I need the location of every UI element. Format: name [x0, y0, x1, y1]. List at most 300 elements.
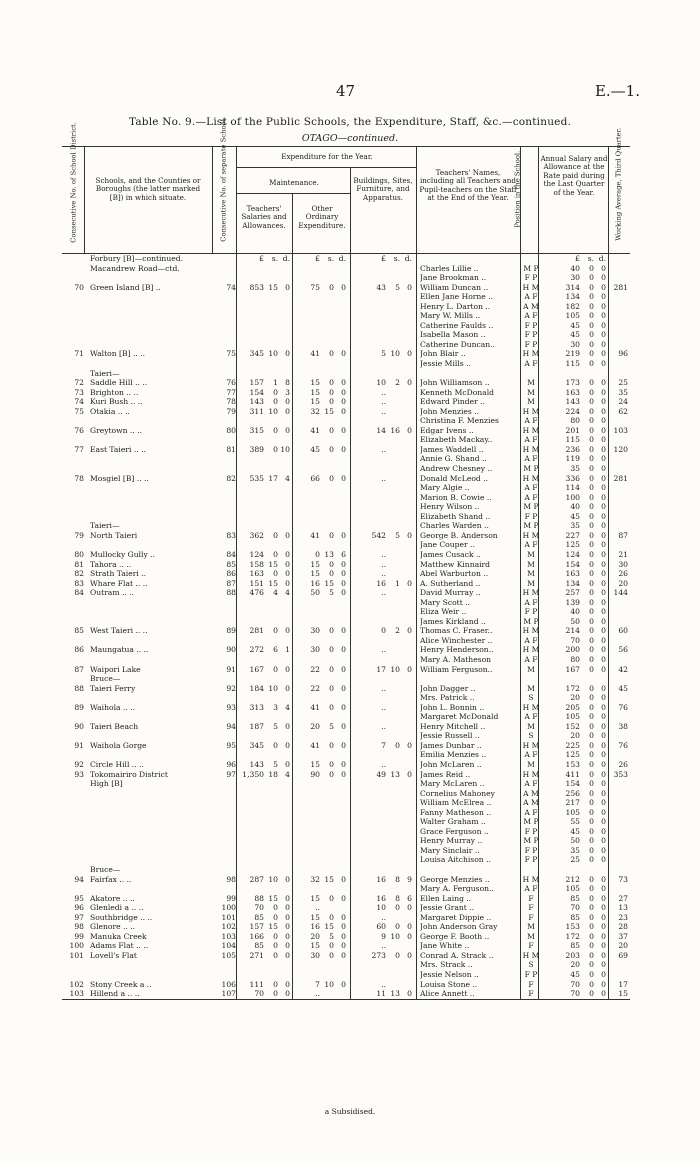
- school-number: 89: [226, 626, 236, 636]
- teacher-position: H M: [522, 444, 540, 454]
- teacher-position: H M: [522, 740, 540, 750]
- salaries-amount: 272 6 1: [249, 645, 290, 655]
- teacher-position: A F: [524, 654, 538, 664]
- col-district-no: Consecutive No. of School District.: [69, 122, 78, 243]
- school-number: 107: [221, 989, 236, 999]
- col-school-no: Consecutive No. of separate School.: [219, 116, 228, 242]
- teacher-position: A F: [524, 807, 538, 817]
- annual-salary: 105 0 0: [565, 712, 606, 722]
- school-name: Bruce—: [90, 865, 121, 874]
- annual-salary: 212 0 0: [565, 874, 606, 884]
- table-row: [62, 741, 630, 751]
- working-average: 15: [618, 989, 628, 999]
- school-number: 80: [226, 425, 236, 435]
- annual-salary: 40 0 0: [570, 263, 606, 273]
- school-number: 78: [226, 397, 236, 407]
- school-name: Waipori Lake: [90, 664, 141, 674]
- teacher-name: Mary Algie ..: [420, 483, 470, 493]
- annual-salary: 70 0 0: [570, 979, 606, 989]
- table-row: [62, 483, 630, 493]
- school-name: Lovell's Flat: [90, 950, 137, 960]
- annual-salary: 80 0 0: [570, 654, 606, 664]
- table-row: [62, 397, 630, 407]
- annual-salary: 105 0 0: [565, 884, 606, 894]
- salaries-amount: 345 10 0: [249, 349, 290, 359]
- teacher-name: Cornelius Mahoney: [420, 788, 495, 798]
- teacher-position: A F: [524, 884, 538, 894]
- other-expenditure-amount: 30 0 0: [310, 626, 346, 636]
- annual-salary: 200 0 0: [565, 645, 606, 655]
- school-name: Mullocky Gully ..: [90, 549, 155, 559]
- salaries-amount: 184 10 0: [249, 683, 290, 693]
- buildings-amount: ..: [381, 721, 386, 731]
- annual-salary: 45 0 0: [570, 330, 606, 340]
- teacher-name: Andrew Chesney ..: [420, 464, 493, 474]
- working-average: 45: [618, 683, 628, 693]
- teacher-name: John L. Bonnin ..: [420, 702, 485, 712]
- teacher-position: M P: [523, 836, 539, 846]
- teacher-name: John Williamson ..: [420, 378, 490, 388]
- table-row: [62, 569, 630, 579]
- school-number: 88: [226, 588, 236, 598]
- table-row: [62, 560, 630, 570]
- teacher-name: Mary Scott ..: [420, 597, 471, 607]
- district-number: 84: [74, 588, 84, 598]
- school-name: Otakia .. ..: [90, 406, 130, 416]
- working-average: 76: [618, 702, 628, 712]
- teacher-position: H M: [522, 406, 540, 416]
- table-row: [62, 760, 630, 770]
- teacher-position: A F: [524, 750, 538, 760]
- teacher-position: H M: [522, 950, 540, 960]
- table-row: [62, 894, 630, 904]
- working-average: 281: [613, 473, 628, 483]
- teacher-name: William Ferguson..: [420, 664, 493, 674]
- salaries-amount: 151 15 0: [249, 578, 290, 588]
- annual-salary: 153 0 0: [565, 759, 606, 769]
- other-expenditure-amount: 22 0 0: [310, 683, 346, 693]
- teacher-position: H M: [522, 282, 540, 292]
- teacher-name: Henry Mitchell ..: [420, 721, 486, 731]
- annual-salary: 25 0 0: [570, 855, 606, 865]
- district-number: 73: [74, 387, 84, 397]
- annual-salary: £ s. d.: [575, 254, 606, 263]
- annual-salary: 154 0 0: [565, 559, 606, 569]
- table-row: [62, 474, 630, 484]
- table-row: [62, 598, 630, 608]
- salaries-amount: 163 0 0: [249, 569, 290, 579]
- annual-salary: 219 0 0: [565, 349, 606, 359]
- school-name: Southbridge .. ..: [90, 912, 153, 922]
- teacher-name: Grace Ferguson ..: [420, 826, 489, 836]
- teacher-name: John McLaren ..: [420, 759, 482, 769]
- school-number: 98: [226, 874, 236, 884]
- buildings-amount: ..: [381, 588, 386, 598]
- teacher-name: Mary A. Matheson: [420, 654, 492, 664]
- school-name: Glenore .. ..: [90, 922, 136, 932]
- table-row: [62, 665, 630, 675]
- annual-salary: 70 0 0: [570, 635, 606, 645]
- teacher-name: Donald McLeod ..: [420, 473, 489, 483]
- teacher-name: Jane White ..: [420, 941, 470, 951]
- table-row: [62, 970, 630, 980]
- district-number: 94: [74, 874, 84, 884]
- annual-salary: 217 0 0: [565, 798, 606, 808]
- salaries-amount: 143 0 0: [249, 397, 290, 407]
- table-row: [62, 951, 630, 961]
- district-number: 70: [74, 282, 84, 292]
- teacher-name: Mary McLaren ..: [420, 779, 485, 789]
- teacher-name: Mary A. Ferguson..: [420, 884, 494, 894]
- working-average: 42: [618, 664, 628, 674]
- working-average: 38: [618, 721, 628, 731]
- school-number: 81: [226, 444, 236, 454]
- teacher-name: Eliza Weir ..: [420, 607, 467, 617]
- school-name: Macandrew Road—ctd.: [90, 263, 180, 273]
- district-number: 100: [69, 941, 84, 951]
- salaries-amount: 271 0 0: [249, 950, 290, 960]
- annual-salary: 35 0 0: [570, 521, 606, 531]
- table-row: [62, 502, 630, 512]
- working-average: 96: [618, 349, 628, 359]
- buildings-amount: ..: [381, 941, 386, 951]
- table-row: [62, 674, 630, 684]
- table-row: [62, 550, 630, 560]
- annual-salary: 205 0 0: [565, 702, 606, 712]
- buildings-amount: ..: [381, 912, 386, 922]
- salaries-amount: 362 0 0: [249, 530, 290, 540]
- buildings-amount: ..: [381, 473, 386, 483]
- teacher-position: F P: [524, 511, 538, 521]
- table-row: [62, 378, 630, 388]
- teacher-position: M: [527, 931, 535, 941]
- salaries-amount: 124 0 0: [249, 549, 290, 559]
- salaries-amount: 476 4 4: [249, 588, 290, 598]
- annual-salary: 119 0 0: [565, 454, 606, 464]
- school-number: 87: [226, 578, 236, 588]
- annual-salary: 35 0 0: [570, 464, 606, 474]
- teacher-name: Charles Warden ..: [420, 521, 489, 531]
- teacher-name: John Blair ..: [420, 349, 466, 359]
- salaries-amount: 154 0 3: [249, 387, 290, 397]
- working-average: 353: [613, 769, 628, 779]
- annual-salary: 411 0 0: [565, 769, 606, 779]
- table-row: [62, 770, 630, 780]
- teacher-name: Mrs. Patrick ..: [420, 693, 475, 703]
- annual-salary: 20 0 0: [570, 960, 606, 970]
- district-number: 77: [74, 444, 84, 454]
- teacher-name: Elizabeth Shand ..: [420, 511, 491, 521]
- salaries-amount: £ s. d.: [259, 254, 290, 263]
- teacher-position: M: [527, 721, 535, 731]
- teacher-position: A F: [524, 635, 538, 645]
- annual-salary: 30 0 0: [570, 273, 606, 283]
- teacher-name: James Cusack ..: [420, 549, 481, 559]
- teacher-position: H M: [522, 645, 540, 655]
- table-row: [62, 349, 630, 359]
- teacher-position: H M: [522, 702, 540, 712]
- working-average: 103: [613, 425, 628, 435]
- annual-salary: 40 0 0: [570, 607, 606, 617]
- working-average: 25: [618, 378, 628, 388]
- other-expenditure-amount: 20 5 0: [310, 931, 346, 941]
- district-number: 88: [74, 683, 84, 693]
- teacher-name: George B. Anderson: [420, 530, 498, 540]
- school-name: East Taieri .. ..: [90, 444, 146, 454]
- teacher-name: Margaret McDonald: [420, 712, 499, 722]
- table-row: [62, 712, 630, 722]
- annual-salary: 236 0 0: [565, 444, 606, 454]
- table-row: [62, 388, 630, 398]
- annual-salary: 85 0 0: [570, 941, 606, 951]
- teacher-name: Thomas C. Fraser..: [420, 626, 493, 636]
- buildings-amount: ..: [381, 387, 386, 397]
- school-number: 97: [226, 769, 236, 779]
- annual-salary: 115 0 0: [565, 435, 606, 445]
- other-expenditure-amount: 15 0 0: [310, 912, 346, 922]
- annual-salary: 163 0 0: [565, 387, 606, 397]
- other-expenditure-amount: 41 0 0: [310, 425, 346, 435]
- annual-salary: 70 0 0: [570, 903, 606, 913]
- other-expenditure-amount: 90 0 0: [310, 769, 346, 779]
- teacher-position: F P: [524, 330, 538, 340]
- district-number: 87: [74, 664, 84, 674]
- school-name: Taieri Ferry: [90, 683, 136, 693]
- school-name: Taieri—: [90, 368, 120, 378]
- annual-salary: 134 0 0: [565, 578, 606, 588]
- teacher-position: M: [527, 569, 535, 579]
- teacher-position: F P: [524, 273, 538, 283]
- school-name: Mosgiel [B] .. ..: [90, 473, 149, 483]
- school-name: Saddle Hill .. ..: [90, 378, 148, 388]
- teacher-position: S: [528, 960, 534, 970]
- buildings-amount: 43 5 0: [376, 282, 412, 292]
- teacher-name: James Kirkland ..: [420, 616, 486, 626]
- other-expenditure-amount: 15 0 0: [310, 941, 346, 951]
- other-expenditure-amount: 7 10 0: [315, 979, 346, 989]
- district-number: 93: [74, 769, 84, 779]
- district-number: 102: [69, 979, 84, 989]
- teacher-position: F P: [524, 320, 538, 330]
- teacher-position: H M: [522, 473, 540, 483]
- table-row: [62, 731, 630, 741]
- buildings-amount: 10 2 0: [376, 378, 412, 388]
- table-row: [62, 464, 630, 474]
- buildings-amount: ..: [381, 549, 386, 559]
- school-number: 106: [221, 979, 236, 989]
- buildings-amount: ..: [381, 406, 386, 416]
- table-row: [62, 407, 630, 417]
- salaries-amount: 1,350 18 4: [242, 769, 290, 779]
- buildings-amount: 16 8 6: [376, 893, 412, 903]
- annual-salary: 227 0 0: [565, 530, 606, 540]
- district-number: 101: [69, 950, 84, 960]
- teacher-name: Catherine Faulds ..: [420, 320, 494, 330]
- teacher-name: Jessie Grant ..: [420, 903, 475, 913]
- col-salaries: Teachers' Salaries and Allowances.: [241, 204, 287, 230]
- table-row: [62, 779, 630, 789]
- district-number: 83: [74, 578, 84, 588]
- teacher-position: M: [527, 922, 535, 932]
- working-average: 281: [613, 282, 628, 292]
- annual-salary: 115 0 0: [565, 359, 606, 369]
- other-expenditure-amount: ..: [315, 989, 320, 999]
- teacher-name: Marion B. Cowie ..: [420, 492, 492, 502]
- buildings-amount: ..: [381, 759, 386, 769]
- annual-salary: 153 0 0: [565, 922, 606, 932]
- working-average: 23: [618, 912, 628, 922]
- table-row: [62, 750, 630, 760]
- teacher-position: H M: [522, 349, 540, 359]
- district-number: 71: [74, 349, 84, 359]
- teacher-name: Christina F. Menzies: [420, 416, 499, 426]
- table-row: [62, 302, 630, 312]
- other-expenditure-amount: 50 5 0: [310, 588, 346, 598]
- school-number: 96: [226, 759, 236, 769]
- teacher-position: H M: [522, 626, 540, 636]
- other-expenditure-amount: 41 0 0: [310, 530, 346, 540]
- annual-salary: 70 0 0: [570, 989, 606, 999]
- school-number: 93: [226, 702, 236, 712]
- salaries-amount: 345 0 0: [249, 740, 290, 750]
- buildings-amount: 542 5 0: [371, 530, 412, 540]
- col-other: Other Ordinary Expenditure.: [298, 204, 346, 230]
- annual-salary: 336 0 0: [565, 473, 606, 483]
- salaries-amount: 88 15 0: [254, 893, 290, 903]
- annual-salary: 85 0 0: [570, 893, 606, 903]
- working-average: 30: [618, 559, 628, 569]
- table-row: [62, 645, 630, 655]
- teacher-name: Annie G. Shand ..: [420, 454, 487, 464]
- teacher-position: A F: [524, 435, 538, 445]
- salaries-amount: 315 0 0: [249, 425, 290, 435]
- teacher-name: Walter Graham ..: [420, 817, 486, 827]
- working-average: 73: [618, 874, 628, 884]
- teacher-name: Louisa Stone ..: [420, 979, 478, 989]
- annual-salary: 143 0 0: [565, 397, 606, 407]
- teacher-position: F P: [524, 845, 538, 855]
- annual-salary: 214 0 0: [565, 626, 606, 636]
- teacher-name: Catherine Duncan..: [420, 339, 495, 349]
- other-expenditure-amount: 75 0 0: [310, 282, 346, 292]
- table-row: [62, 493, 630, 503]
- table-row: [62, 989, 630, 999]
- col-expenditure: Expenditure for the Year.: [281, 152, 373, 161]
- table-row: [62, 426, 630, 436]
- teacher-name: Jessie Russell ..: [420, 731, 480, 741]
- table-row: [62, 655, 630, 665]
- working-average: 35: [618, 387, 628, 397]
- table-row: [62, 855, 630, 865]
- teacher-position: S: [528, 731, 534, 741]
- table-row: [62, 340, 630, 350]
- buildings-amount: 60 0 0: [376, 922, 412, 932]
- teacher-name: John Menzies ..: [420, 406, 480, 416]
- teacher-position: H M: [522, 425, 540, 435]
- table-row: [62, 941, 630, 951]
- school-name: Circle Hill .. ..: [90, 759, 144, 769]
- teacher-position: A F: [524, 712, 538, 722]
- teacher-position: A M: [523, 798, 539, 808]
- annual-salary: 257 0 0: [565, 588, 606, 598]
- teacher-position: S: [528, 693, 534, 703]
- table-row: [62, 512, 630, 522]
- school-number: 74: [226, 282, 236, 292]
- school-name: Maungatua .. ..: [90, 645, 149, 655]
- working-average: 13: [618, 903, 628, 913]
- table-row: [62, 913, 630, 923]
- table-row: [62, 865, 630, 875]
- salaries-amount: 85 0 0: [254, 912, 290, 922]
- teacher-position: M: [527, 759, 535, 769]
- annual-salary: 225 0 0: [565, 740, 606, 750]
- col-position: Position in the School.: [513, 150, 522, 228]
- school-number: 105: [221, 950, 236, 960]
- school-number: 75: [226, 349, 236, 359]
- teacher-position: M P: [523, 616, 539, 626]
- school-number: 103: [221, 931, 236, 941]
- buildings-amount: ..: [381, 702, 386, 712]
- other-expenditure-amount: 15 0 0: [310, 559, 346, 569]
- table-row: [62, 254, 630, 264]
- school-number: 90: [226, 645, 236, 655]
- table-row: [62, 330, 630, 340]
- school-name: Fairfax .. ..: [90, 874, 132, 884]
- school-name: Walton [B] .. ..: [90, 349, 146, 359]
- annual-salary: 201 0 0: [565, 425, 606, 435]
- table-row: [62, 588, 630, 598]
- salaries-amount: 157 1 8: [249, 378, 290, 388]
- school-number: 91: [226, 664, 236, 674]
- school-name: Greytown .. ..: [90, 425, 142, 435]
- working-average: 21: [618, 549, 628, 559]
- district-number: 103: [69, 989, 84, 999]
- annual-salary: 125 0 0: [565, 750, 606, 760]
- teacher-name: John Anderson Gray: [420, 922, 498, 932]
- school-name: Green Island [B] ..: [90, 282, 161, 292]
- col-teachers: Teachers' Names, including all Teachers and Pupil-teachers on the Staff at the End of the Year.: [419, 168, 517, 203]
- table-row: [62, 607, 630, 617]
- teacher-position: A F: [524, 597, 538, 607]
- teacher-position: M: [527, 378, 535, 388]
- table-row: [62, 454, 630, 464]
- table-row: [62, 875, 630, 885]
- teacher-name: Emilia Menzies ..: [420, 750, 487, 760]
- teacher-name: Charles Lillie ..: [420, 263, 479, 273]
- footnote: a Subsidised.: [324, 1107, 376, 1116]
- salaries-amount: 143 5 0: [249, 759, 290, 769]
- table-row: [62, 435, 630, 445]
- salaries-amount: 70 0 0: [254, 989, 290, 999]
- annual-salary: 105 0 0: [565, 311, 606, 321]
- table-row: [62, 264, 630, 274]
- district-number: 74: [74, 397, 84, 407]
- teacher-position: A F: [524, 311, 538, 321]
- school-name: Akatore .. ..: [90, 893, 135, 903]
- buildings-amount: 16 1 0: [376, 578, 412, 588]
- district-number: 82: [74, 569, 84, 579]
- teacher-position: F P: [524, 826, 538, 836]
- other-expenditure-amount: 30 0 0: [310, 950, 346, 960]
- school-name: Brighton .. ..: [90, 387, 139, 397]
- teacher-position: A F: [524, 540, 538, 550]
- salaries-amount: 535 17 4: [249, 473, 290, 483]
- table-row: [62, 531, 630, 541]
- annual-salary: 182 0 0: [565, 301, 606, 311]
- teacher-position: F: [528, 941, 534, 951]
- school-number: 83: [226, 530, 236, 540]
- annual-salary: 55 0 0: [570, 817, 606, 827]
